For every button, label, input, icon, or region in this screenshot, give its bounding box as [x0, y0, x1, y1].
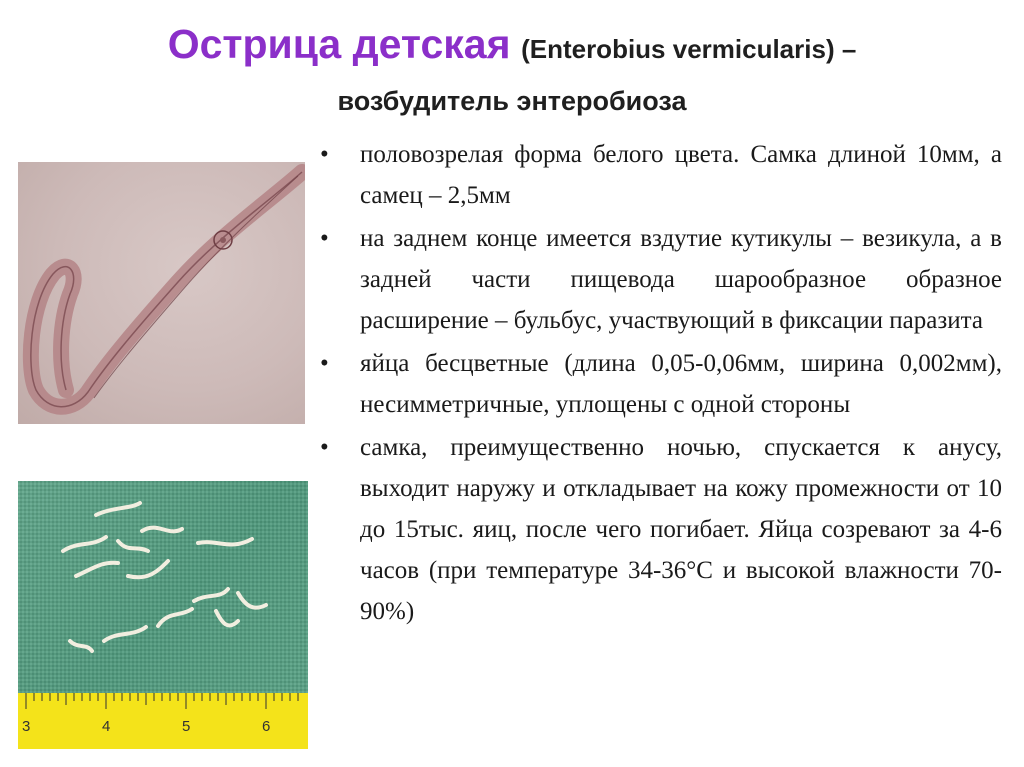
bullet-icon: •: [320, 141, 329, 168]
bullet-icon: •: [320, 350, 329, 377]
pinworm-microscope-image: [18, 162, 305, 424]
bullet-item: [318, 343, 1002, 425]
bullet-icon: •: [320, 434, 329, 461]
slide-title: [0, 18, 1024, 123]
bullet-text: самка, преимущественно ночью, спускается к анусу, выходит наружу и откладывает на кожу промежности от 10 до 15тыс. яиц, после чего погибает. Яйца созревают за 4-6 часов (при температуре 34-36°С и высокой влажности 70-90%): [360, 434, 1002, 625]
title-line-1: [0, 18, 1024, 75]
bullet-text: яйца бесцветные (длина 0,05-0,06мм, ширина 0,002мм), несимметричные, уплощены с одной стороны: [360, 350, 1002, 418]
ruler-label-4: 4: [102, 718, 111, 735]
bullet-item: [318, 218, 1002, 341]
ruler-label-5: 5: [182, 718, 191, 735]
title-main: Острица детская: [167, 21, 511, 67]
pinworms-photo: [18, 481, 308, 749]
ruler-label-6: 6: [262, 718, 271, 735]
worms-drawing: [18, 481, 308, 749]
bullet-text: на заднем конце имеется вздутие кутикулы – везикула, а в задней части пищевода шарообразное образное расширение – бульбус, участвующий в фиксации паразита: [360, 225, 1002, 334]
bullet-text: половозрелая форма белого цвета. Самка длиной 10мм, а самец – 2,5мм: [360, 141, 1002, 209]
bullet-icon: •: [320, 225, 329, 252]
bullet-item: [318, 134, 1002, 216]
bullet-list: [318, 134, 1002, 634]
bullet-item: [318, 427, 1002, 632]
pinworm-drawing: [18, 162, 305, 424]
title-subtitle: возбудитель энтеробиоза: [337, 86, 687, 116]
title-latin: (Enterobius vermicularis) –: [521, 34, 857, 64]
ruler-label-3: 3: [22, 718, 31, 735]
